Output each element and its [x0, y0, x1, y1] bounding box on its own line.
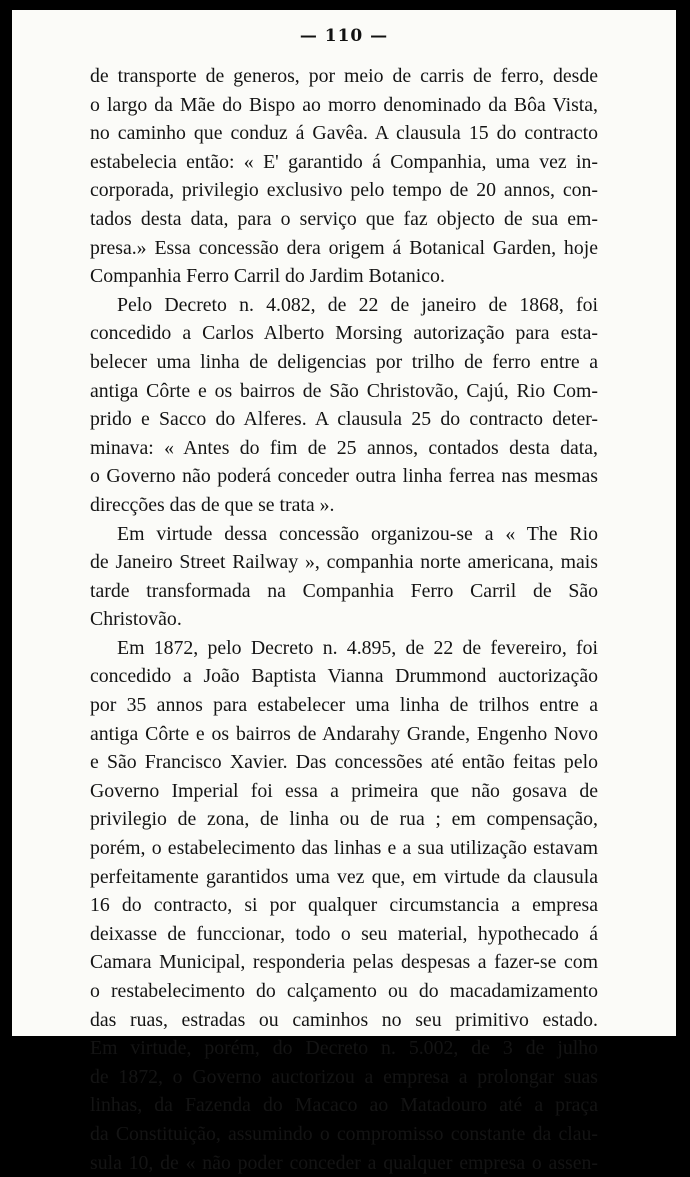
text-line: o restabelecimento do calçamento ou do macadamizamento [90, 980, 598, 1002]
text-line: antiga Côrte e os bairros de Andarahy Grande, Engenho Novo [90, 722, 598, 745]
text-line: concedido a Carlos Alberto Morsing autorização para esta- [90, 322, 598, 345]
text-line: por 35 annos para estabelecer uma linha de trilhos entre a [90, 694, 598, 717]
book-page [12, 10, 676, 1174]
text-line: o largo da Mãe do Bispo ao morro denominado da Bôa Vista, [90, 93, 598, 116]
text-line: Pelo Decreto n. 4.082, de 22 de janeiro de 1868, foi [117, 293, 598, 316]
text-line: da Constituição, assumindo o compromisso constante da clau- [90, 1122, 598, 1145]
text-line: Em virtude dessa concessão organizou-se a « The Rio [117, 522, 598, 545]
text-line: concedido a João Baptista Vianna Drummond auctorização [90, 665, 598, 688]
text-line: linhas, da Fazenda do Macaco ao Matadouro até a praça [90, 1094, 598, 1117]
text-line: perfeitamente garantidos uma vez que, em virtude da clausula [90, 865, 598, 888]
text-line: deixasse de funccionar, todo o seu material, hypothecado á [90, 922, 598, 945]
text-line: Christovão. [90, 608, 182, 631]
text-line: e São Francisco Xavier. Das concessões até então feitas pelo [90, 751, 598, 774]
body-text [90, 62, 598, 1177]
text-line: porém, o estabelecimento das linhas e a sua utilização estavam [90, 837, 598, 860]
text-line: o Governo não poderá conceder outra linha ferrea nas mesmas [90, 465, 598, 488]
text-line: prido e Sacco do Alferes. A clausula 25 do contracto deter- [90, 408, 598, 431]
text-line: tados desta data, para o serviço que faz objecto de sua em- [90, 207, 598, 230]
text-line: Em virtude, porém, do Decreto n. 5.002, de 3 de julho [90, 1037, 598, 1060]
paragraph [90, 520, 598, 634]
text-line: minava: « Antes do fim de 25 annos, contados desta data, [90, 436, 598, 459]
text-line: estabelecia então: « E' garantido á Companhia, uma vez in- [90, 150, 598, 173]
text-line: antiga Côrte e os bairros de São Christovão, Cajú, Rio Com- [90, 379, 598, 402]
text-line: 16 do contracto, si por qualquer circumstancia a empresa [90, 894, 598, 917]
text-line: corporada, privilegio exclusivo pelo tempo de 20 annos, con- [90, 179, 598, 202]
text-line: no caminho que conduz á Gavêa. A clausula 15 do contracto [90, 122, 598, 145]
text-line: das ruas, estradas ou caminhos no seu primitivo estado. [90, 1008, 598, 1031]
paragraph [90, 62, 598, 291]
text-line: belecer uma linha de deligencias por trilho de ferro entre a [90, 350, 598, 373]
text-line: de transporte de generos, por meio de carris de ferro, desde [90, 65, 598, 87]
text-line: de 1872, o Governo auctorizou a empresa a prolongar suas [90, 1065, 598, 1088]
paragraph [90, 291, 598, 520]
text-line: presa.» Essa concessão dera origem á Botanical Garden, hoje [90, 236, 598, 259]
text-line: sula 10, de « não poder conceder a qualquer empresa o assen- [90, 1151, 598, 1174]
text-line: Governo Imperial foi essa a primeira que não gosava de [90, 779, 598, 802]
text-line: direcções das de que se trata ». [90, 493, 335, 516]
text-line: de Janeiro Street Railway », companhia norte americana, mais [90, 551, 598, 574]
text-line: tarde transformada na Companhia Ferro Carril de São [90, 579, 598, 602]
text-line: Em 1872, pelo Decreto n. 4.895, de 22 de fevereiro, foi [117, 636, 598, 659]
paragraph [90, 634, 598, 1177]
page-number: — 110 — [299, 26, 389, 46]
text-line: privilegio de zona, de linha ou de rua ; em compensação, [90, 808, 598, 831]
text-line: Camara Municipal, responderia pelas despesas a fazer-se com [90, 951, 598, 974]
text-line: Companhia Ferro Carril do Jardim Botanico. [90, 265, 445, 288]
